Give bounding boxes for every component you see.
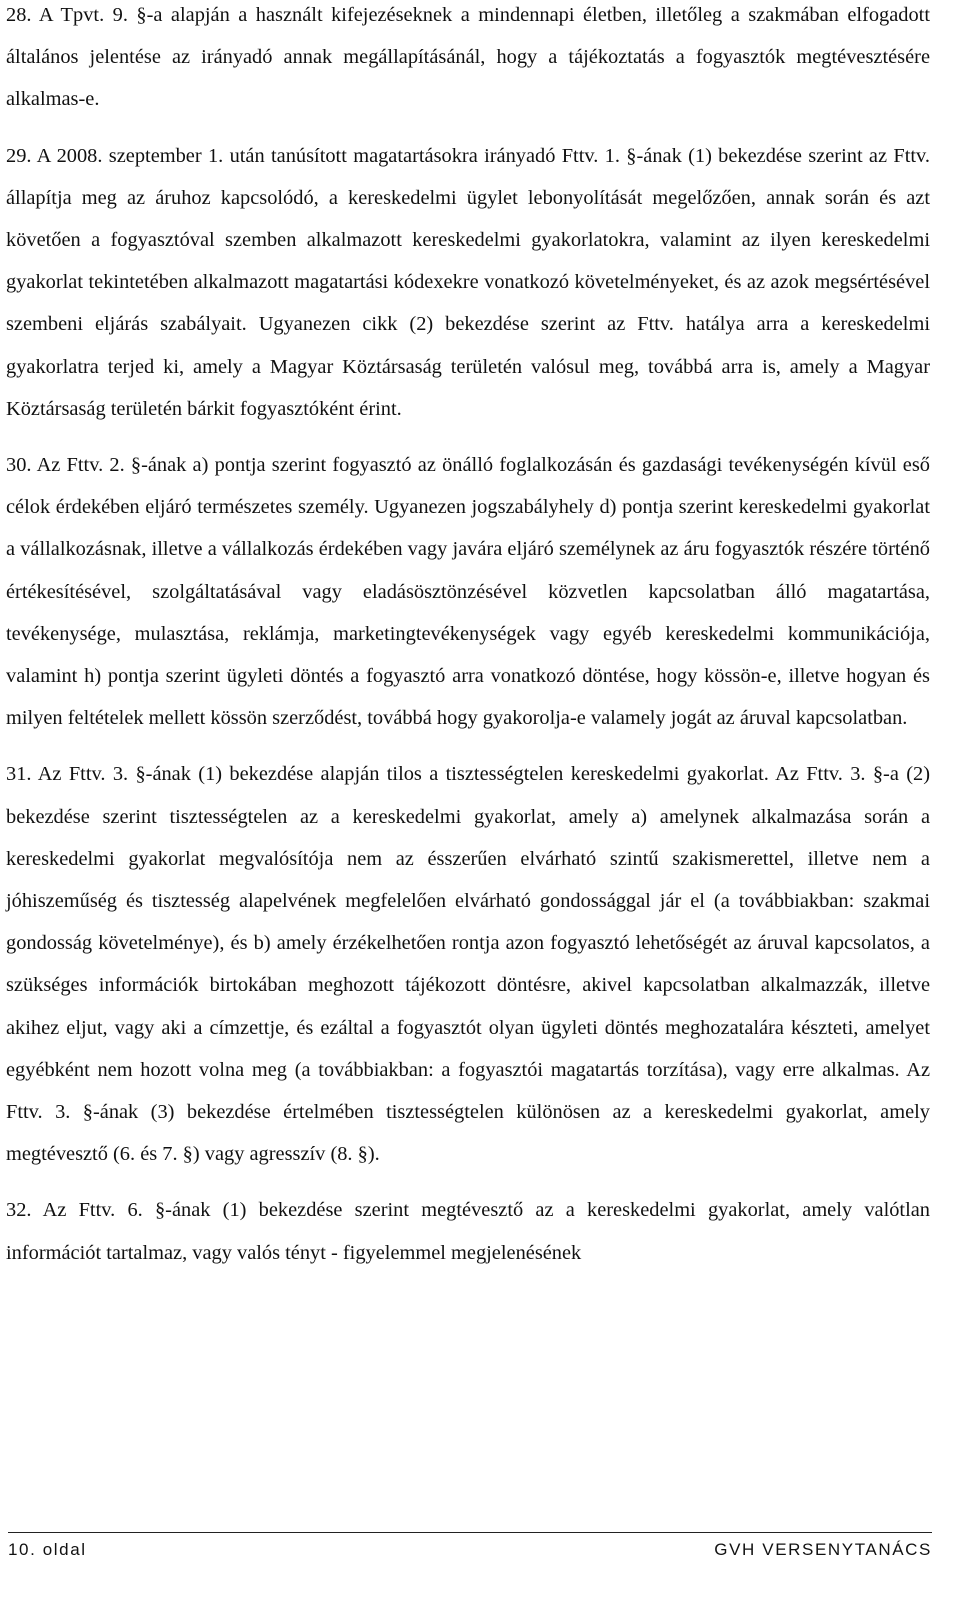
paragraph-29: 29. A 2008. szeptember 1. után tanúsított magatartásokra irányadó Fttv. 1. §-ának (1) bekezdése szerint az Fttv. állapítja meg az áruhoz kapcsolódó, a kereskedelmi ügylet lebonyolítását megelőzően, annak során és azt követően a fogyasztóval szemben alkalmazott kereskedelmi gyakorlatokra, valamint az ilyen kereskedelmi gyakorlat tekintetében alkalmazott magatartási kódexekre vonatkozó követelményeket, és az azok megsértésével szembeni eljárás szabályait. Ugyanezen cikk (2) bekezdése szerint az Fttv. hatálya arra a kereskedelmi gyakorlatra terjed ki, amely a Magyar Köztársaság területén valósul meg, továbbá arra is, amely a Magyar Köztársaság területén bárkit fogyasztóként érint.	[6, 144, 930, 420]
document-body	[6, 0, 930, 1274]
page-footer	[8, 1540, 932, 1560]
organization-label: GVH VERSENYTANÁCS	[714, 1540, 932, 1559]
paragraph-28: 28. A Tpvt. 9. §-a alapján a használt kifejezéseknek a mindennapi életben, illetőleg a szakmában elfogadott általános jelentése az irányadó annak megállapításánál, hogy a tájékoztatás a fogyasztók megtévesztésére alkalmas-e.	[6, 4, 930, 111]
footer-divider	[8, 1532, 932, 1533]
page-number-label: 10. oldal	[8, 1540, 87, 1559]
paragraph-30: 30. Az Fttv. 2. §-ának a) pontja szerint fogyasztó az önálló foglalkozásán és gazdasági tevékenységén kívül eső célok érdekében eljáró természetes személy. Ugyanezen jogszabályhely d) pontja szerint kereskedelmi gyakorlat a vállalkozásnak, illetve a vállalkozás érdekében vagy javára eljáró személynek az áru fogyasztók részére történő értékesítésével, szolgáltatásával vagy eladásösztönzésével közvetlen kapcsolatban álló magatartása, tevékenysége, mulasztása, reklámja, marketingtevékenységek vagy egyéb kereskedelmi kommunikációja, valamint h) pontja szerint ügyleti döntés a fogyasztó arra vonatkozó döntése, hogy kössön-e, illetve hogyan és milyen feltételek mellett kössön szerződést, továbbá hogy gyakorolja-e valamely jogát az áruval kapcsolatban.	[6, 454, 930, 730]
paragraph-31: 31. Az Fttv. 3. §-ának (1) bekezdése alapján tilos a tisztességtelen kereskedelmi gyakorlat. Az Fttv. 3. §-a (2) bekezdése szerint tisztességtelen az a kereskedelmi gyakorlat, amely a) amelynek alkalmazása során a kereskedelmi gyakorlat megvalósítója nem az ésszerűen elvárható szintű szakismerettel, illetve nem a jóhiszeműség és tisztesség alapelvének megfelelően elvárható gondossággal jár el (a továbbiakban: szakmai gondosság követelménye), és b) amely érzékelhetően rontja azon fogyasztó lehetőségét az áruval kapcsolatos, a szükséges információk birtokában meghozott tájékozott döntésre, akivel kapcsolatban alkalmazzák, illetve akihez eljut, vagy aki a címzettje, és ezáltal a fogyasztót olyan ügyleti döntés meghozatalára készteti, amelyet egyébként nem hozott volna meg (a továbbiakban: a fogyasztói magatartás torzítása), vagy erre alkalmas. Az Fttv. 3. §-ának (3) bekezdése értelmében tisztességtelen különösen az a kereskedelmi gyakorlat, amely megtévesztő (6. és 7. §) vagy agresszív (8. §).	[6, 763, 930, 1166]
paragraph-32: 32. Az Fttv. 6. §-ának (1) bekezdése szerint megtévesztő az a kereskedelmi gyakorlat, amely valótlan információt tartalmaz, vagy valós tényt - figyelemmel megjelenésének	[6, 1199, 930, 1264]
